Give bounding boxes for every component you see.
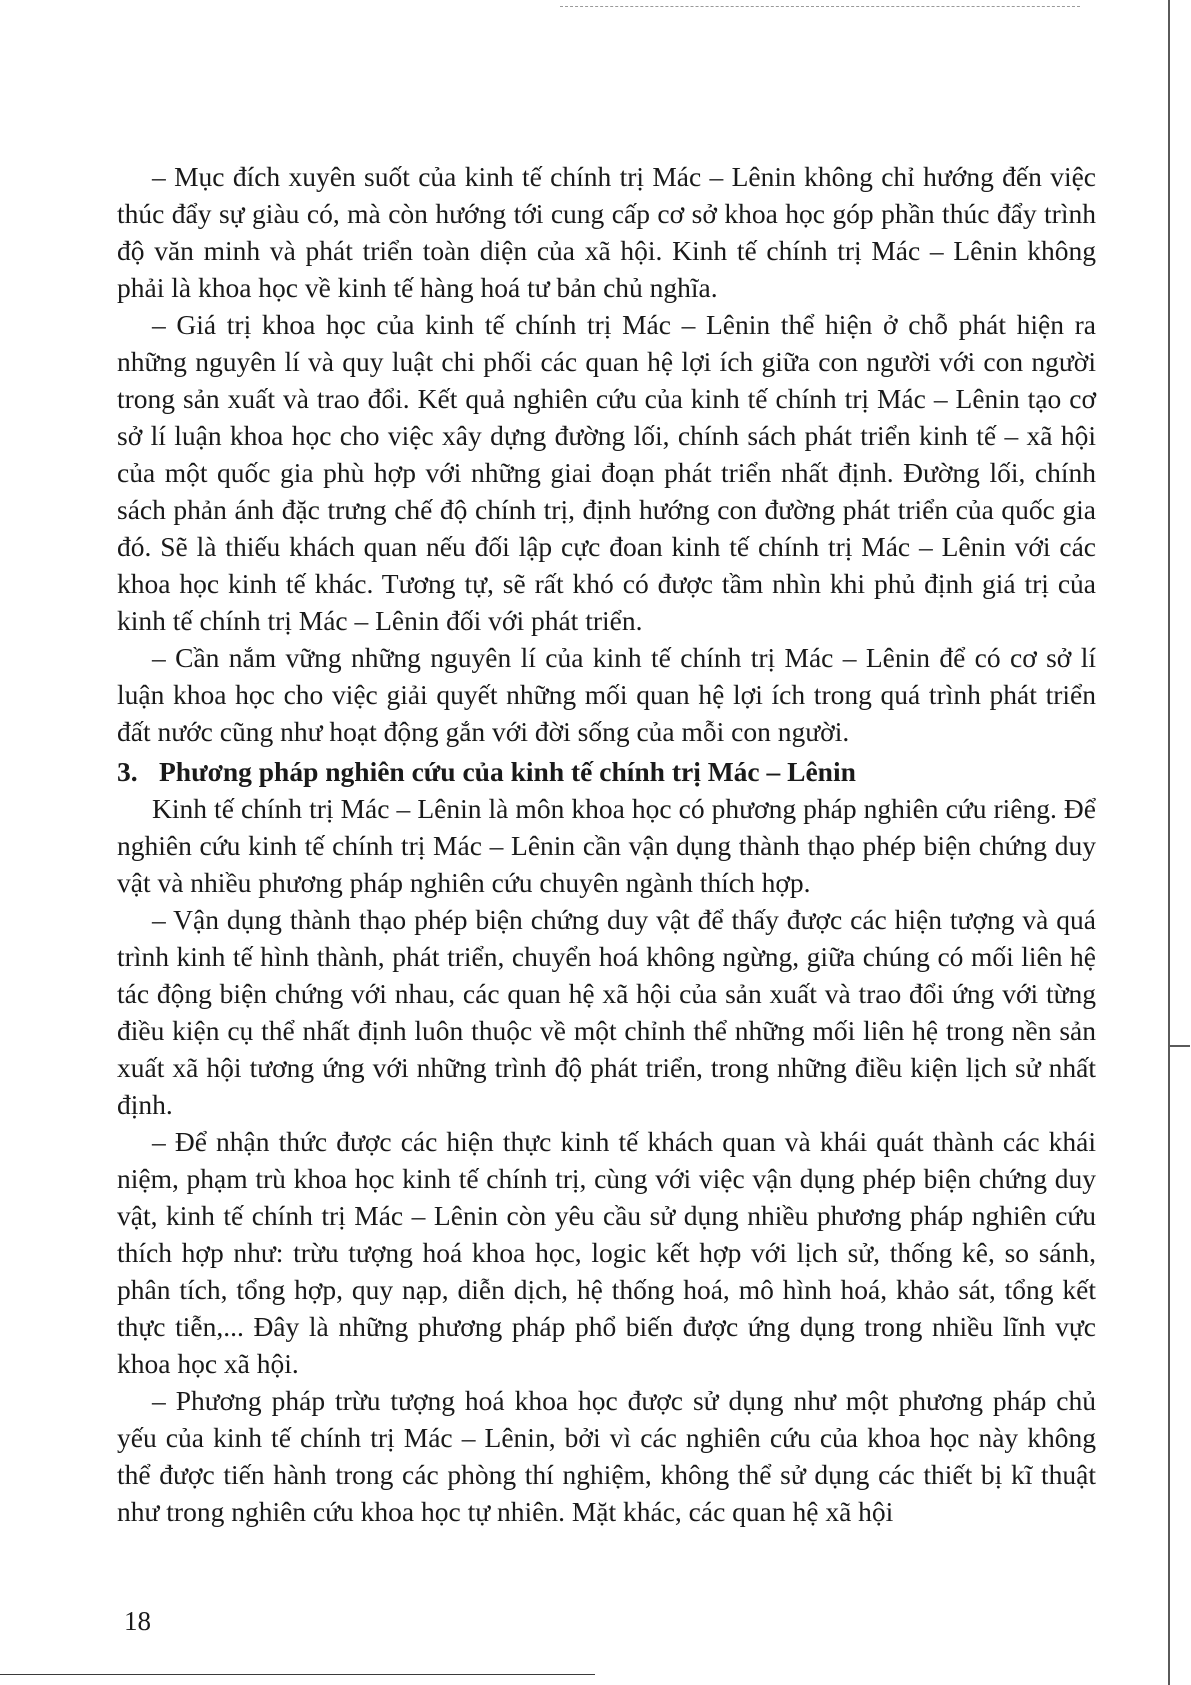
paragraph-scientific-value: – Giá trị khoa học của kinh tế chính trị Mác – Lênin thể hiện ở chỗ phát hiện ra những nguyên lí và quy luật chi phối các quan hệ lợi ích giữa con người với con người trong sản xuất và trao đổi. Kết quả nghiên cứu của kinh tế chính trị Mác – Lênin tạo cơ sở lí luận khoa học cho việc xây dựng đường lối, chính sách phát triển kinh tế – xã hội của một quốc gia phù hợp với những giai đoạn phát triển nhất định. Đường lối, chính sách phản ánh đặc trưng chế độ chính trị, định hướng con đường phát triển của quốc gia đó. Sẽ là thiếu khách quan nếu đối lập cực đoan kinh tế chính trị Mác – Lênin với các khoa học kinh tế khác. Tương tự, sẽ rất khó có được tầm nhìn khi phủ định giá trị của kinh tế chính trị Mác – Lênin đối với phát triển.	[117, 309, 1096, 636]
scan-edge-right	[1168, 0, 1170, 1685]
paragraph-purpose: – Mục đích xuyên suốt của kinh tế chính trị Mác – Lênin không chỉ hướng đến việc thúc đẩy sự giàu có, mà còn hướng tới cung cấp cơ sở khoa học góp phần thúc đẩy trình độ văn minh và phát triển toàn diện của xã hội. Kinh tế chính trị Mác – Lênin không phải là khoa học về kinh tế hàng hoá tư bản chủ nghĩa.	[117, 161, 1096, 303]
scan-edge-top	[560, 6, 1080, 7]
scan-edge-tick	[1168, 1045, 1190, 1047]
paragraph-dialectics: – Vận dụng thành thạo phép biện chứng duy vật để thấy được các hiện tượng và quá trình kinh tế hình thành, phát triển, chuyển hoá không ngừng, giữa chúng có mối liên hệ tác động biện chứng với nhau, các quan hệ xã hội của sản xuất và trao đổi ứng với từng điều kiện cụ thể nhất định luôn thuộc về một chỉnh thể những mối liên hệ trong nền sản xuất xã hội tương ứng với những trình độ phát triển, trong những điều kiện lịch sử nhất định.	[117, 904, 1096, 1120]
section-title: Phương pháp nghiên cứu của kinh tế chính trị Mác – Lênin	[159, 756, 856, 787]
paragraph-methods-list: – Để nhận thức được các hiện thực kinh tế khách quan và khái quát thành các khái niệm, phạm trù khoa học kinh tế chính trị, cùng với việc vận dụng phép biện chứng duy vật, kinh tế chính trị Mác – Lênin còn yêu cầu sử dụng nhiều phương pháp nghiên cứu thích hợp như: trừu tượng hoá khoa học, logic kết hợp với lịch sử, thống kê, so sánh, phân tích, tổng hợp, quy nạp, diễn dịch, hệ thống hoá, mô hình hoá, khảo sát, tổng kết thực tiễn,... Đây là những phương pháp phổ biến được ứng dụng trong nhiều lĩnh vực khoa học xã hội.	[117, 1126, 1096, 1379]
section-heading	[117, 753, 1096, 790]
scan-edge-bottom	[0, 1674, 595, 1675]
section-number: 3.	[117, 756, 138, 787]
page-body	[117, 158, 1096, 1530]
page-number: 18	[124, 1606, 151, 1636]
paragraph-principles: – Cần nắm vững những nguyên lí của kinh tế chính trị Mác – Lênin để có cơ sở lí luận khoa học cho việc giải quyết những mối quan hệ lợi ích trong quá trình phát triển đất nước cũng như hoạt động gắn với đời sống của mỗi con người.	[117, 642, 1096, 747]
paragraph-abstraction: – Phương pháp trừu tượng hoá khoa học được sử dụng như một phương pháp chủ yếu của kinh tế chính trị Mác – Lênin, bởi vì các nghiên cứu của khoa học này không thể được tiến hành trong các phòng thí nghiệm, không thể sử dụng các thiết bị kĩ thuật như trong nghiên cứu khoa học tự nhiên. Mặt khác, các quan hệ xã hội	[117, 1385, 1096, 1527]
paragraph-method-intro: Kinh tế chính trị Mác – Lênin là môn khoa học có phương pháp nghiên cứu riêng. Để nghiên cứu kinh tế chính trị Mác – Lênin cần vận dụng thành thạo phép biện chứng duy vật và nhiều phương pháp nghiên cứu chuyên ngành thích hợp.	[117, 793, 1096, 898]
